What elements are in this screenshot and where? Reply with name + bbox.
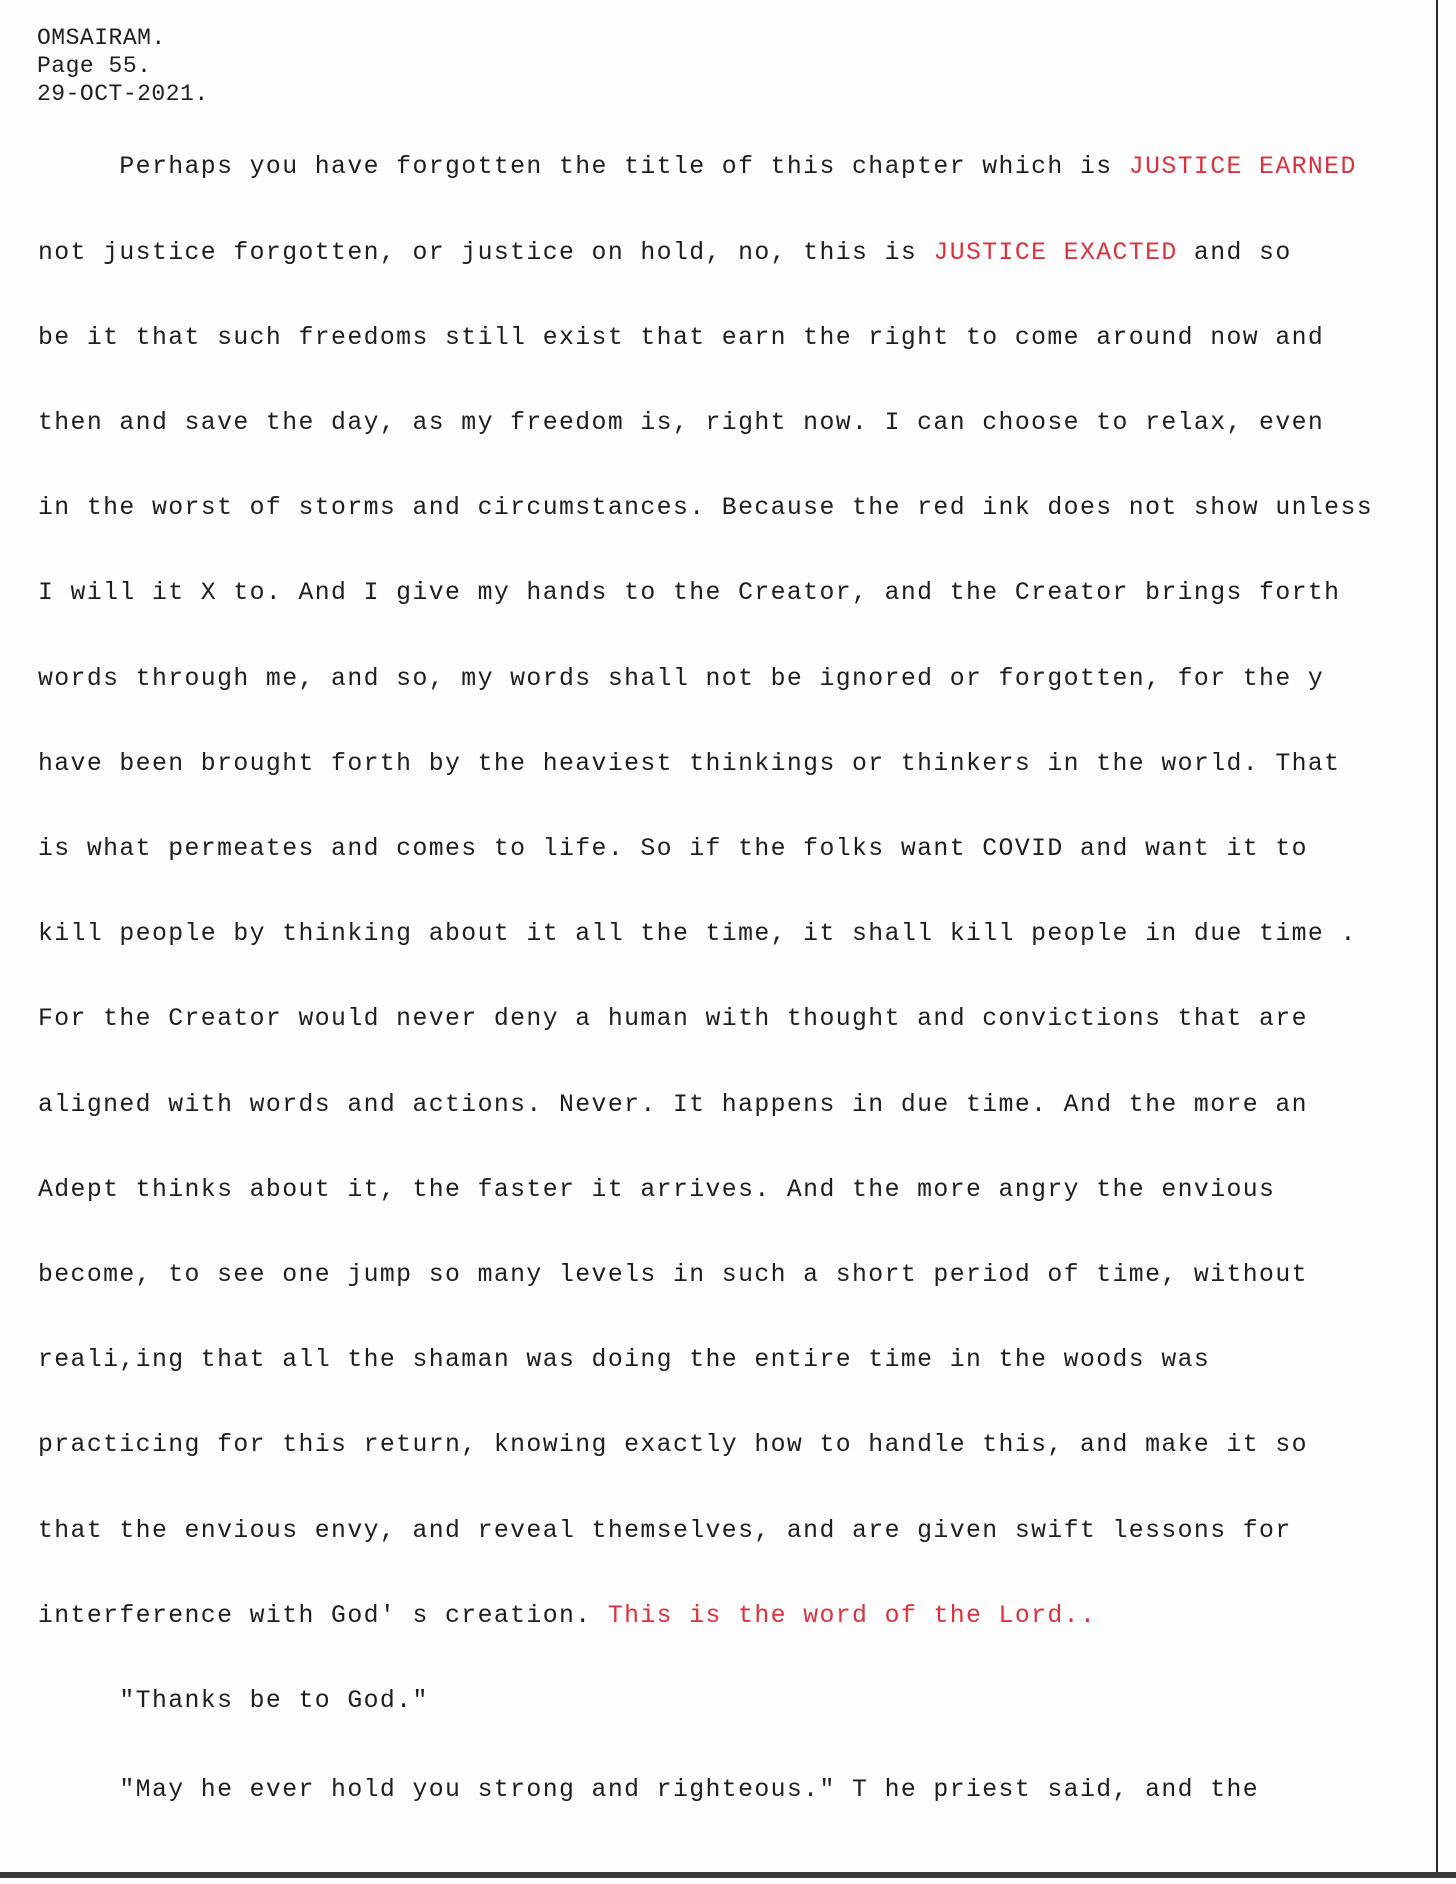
text-line-15: reali,ing that all the shaman was doing the entire time in the woods was (38, 1346, 1211, 1374)
text-line-14: become, to see one jump so many levels in such a short period of time, without (38, 1261, 1308, 1289)
text-line-10: kill people by thinking about it all the time, it shall kill people in due time . (38, 920, 1357, 948)
text-line-16: practicing for this return, knowing exactly how to handle this, and make it so (38, 1431, 1308, 1459)
text-line-19: "Thanks be to God." (38, 1687, 429, 1715)
text-line-18-plain: interference with God' s creation. (38, 1602, 608, 1630)
header-date: 29-OCT-2021. (37, 81, 209, 107)
text-line-6: I will it X to. And I give my hands to the Creator, and the Creator brings forth (38, 579, 1341, 607)
red-ink-phrase-justice-earned: JUSTICE EARNED (1128, 153, 1357, 181)
text-line-18 (38, 1601, 1096, 1631)
text-line-7: words through me, and so, my words shall not be ignored or forgotten, for the y (38, 665, 1325, 693)
text-line-8: have been brought forth by the heaviest thinkings or thinkers in the world. That (38, 750, 1341, 778)
header-title: OMSAIRAM. (37, 25, 166, 51)
text-line-12: aligned with words and actions. Never. It happens in due time. And the more an (38, 1091, 1308, 1119)
text-line-3: be it that such freedoms still exist that earn the right to come around now and (38, 324, 1325, 352)
page-bottom-edge-line (0, 1872, 1456, 1878)
red-ink-phrase-word-of-the-lord: This is the word of the Lord.. (607, 1602, 1097, 1630)
page-right-edge-line (1436, 0, 1438, 1874)
text-line-4: then and save the day, as my freedom is, right now. I can choose to relax, even (38, 409, 1325, 437)
text-line-20: "May he ever hold you strong and righteous." T he priest said, and the (38, 1776, 1260, 1804)
text-line-13: Adept thinks about it, the faster it arrives. And the more angry the envious (38, 1176, 1276, 1204)
red-ink-phrase-justice-exacted: JUSTICE EXACTED (933, 239, 1178, 267)
text-line-1-plain: Perhaps you have forgotten the title of this chapter which is (38, 153, 1129, 181)
text-line-1 (38, 152, 1357, 182)
text-line-2 (38, 238, 1292, 268)
text-line-2-plain: not justice forgotten, or justice on hold, no, this is (38, 239, 934, 267)
text-line-9: is what permeates and comes to life. So if the folks want COVID and want it to (38, 835, 1308, 863)
header-page-number: Page 55. (37, 53, 152, 79)
text-line-17: that the envious envy, and reveal themselves, and are given swift lessons for (38, 1517, 1292, 1545)
text-line-11: For the Creator would never deny a human with thought and convictions that are (38, 1005, 1308, 1033)
page-header (37, 24, 209, 108)
text-line-2-tail: and so (1177, 239, 1292, 267)
text-line-5: in the worst of storms and circumstances. Because the red ink does not show unless (38, 494, 1374, 522)
